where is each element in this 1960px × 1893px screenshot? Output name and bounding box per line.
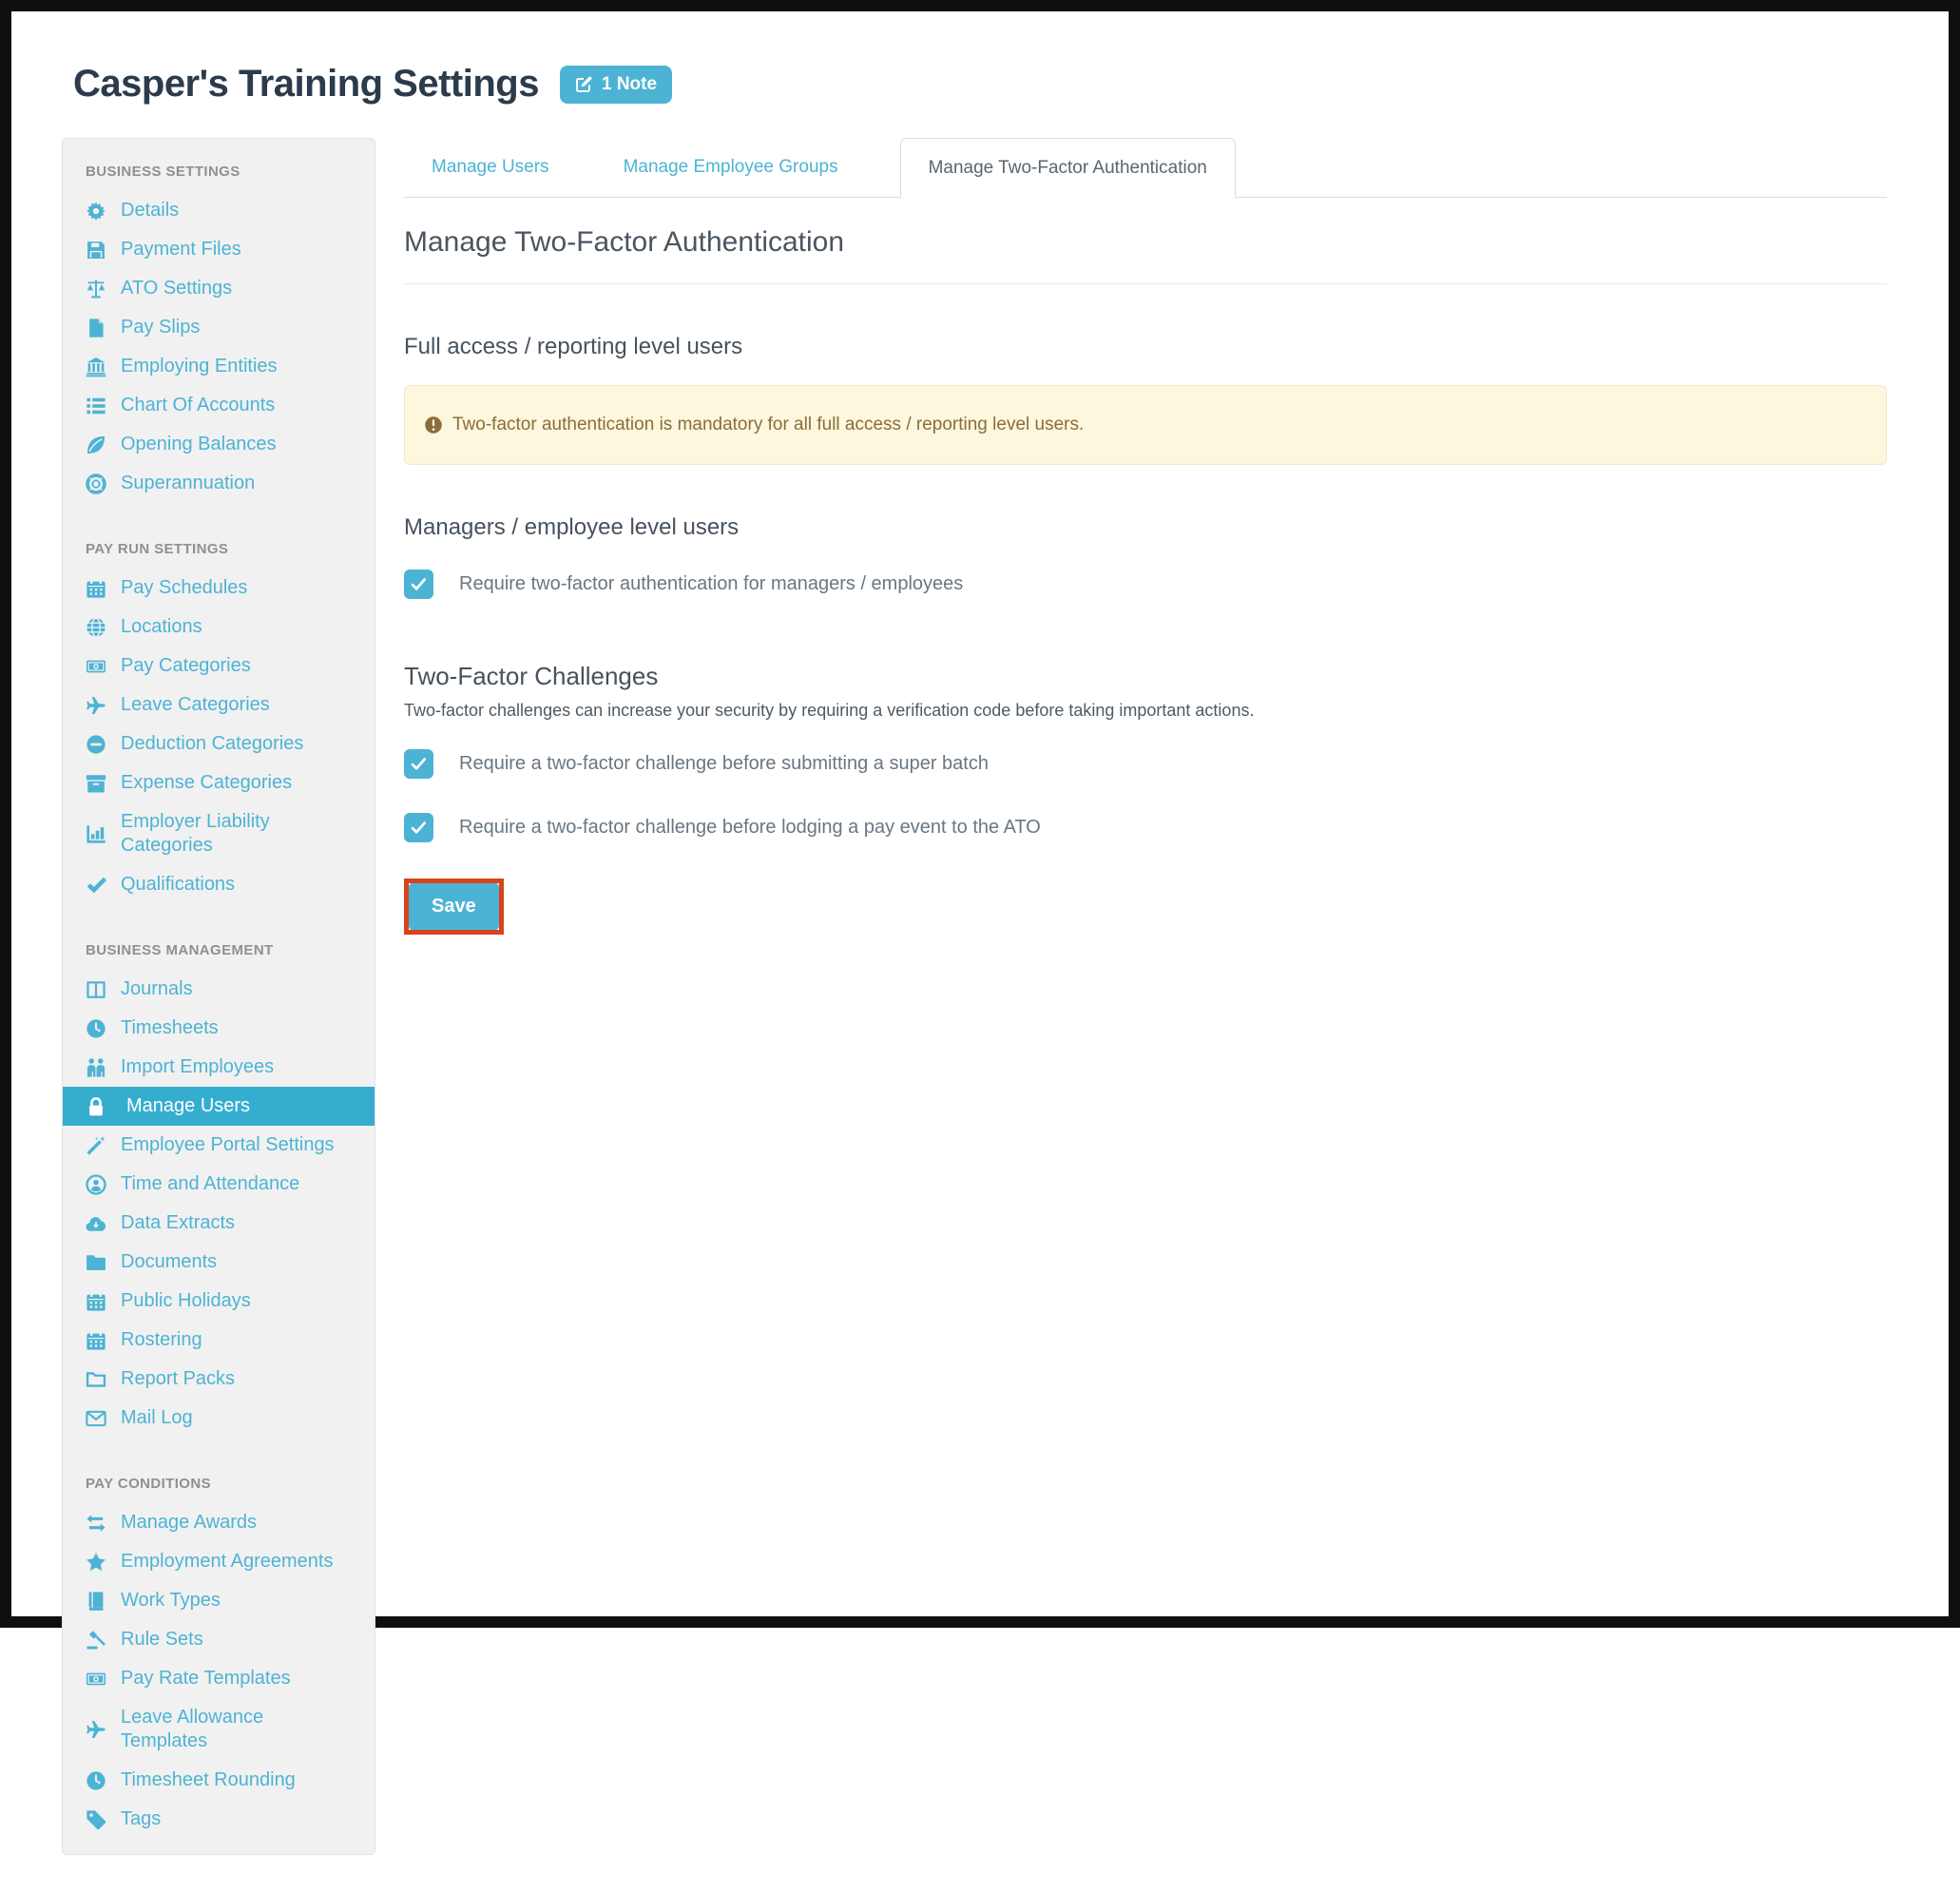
checkmark-icon — [410, 819, 428, 837]
lock-icon — [86, 1096, 106, 1117]
managers-heading: Managers / employee level users — [404, 514, 740, 540]
sidebar-item-rule-sets[interactable]: Rule Sets — [63, 1620, 375, 1659]
pencil-square-icon — [575, 75, 593, 93]
sidebar-item-employing-entities[interactable]: Employing Entities — [63, 347, 375, 386]
super-batch-challenge-checkbox[interactable] — [404, 749, 433, 779]
exclamation-circle-icon — [424, 415, 443, 435]
calendar-icon — [86, 1330, 106, 1351]
plane-icon — [86, 1719, 106, 1740]
page-header — [73, 63, 1887, 106]
checkmark-icon — [410, 755, 428, 773]
folder-open-icon — [86, 1369, 106, 1390]
leaf-icon — [86, 435, 106, 455]
checkmark-icon — [410, 575, 428, 593]
checkbox-label: Require two-factor authentication for managers / employees — [459, 573, 964, 594]
checkbox-label: Require a two-factor challenge before submitting a super batch — [459, 753, 989, 774]
alert-text: Two-factor authentication is mandatory for all full access / reporting level users. — [452, 415, 1085, 435]
tab-manage-employee-groups[interactable]: Manage Employee Groups — [623, 157, 838, 177]
tag-icon — [86, 1809, 106, 1830]
sidebar-item-leave-allowance-templates[interactable]: Leave Allowance Templates — [63, 1698, 375, 1761]
exchange-arrows-icon — [86, 1513, 106, 1534]
main-content — [404, 138, 1887, 935]
checkbox-row-super-batch — [404, 749, 1887, 779]
sidebar-item-opening-balances[interactable]: Opening Balances — [63, 425, 375, 464]
checkbox-row-managers-2fa — [404, 570, 1887, 599]
save-button[interactable]: Save — [409, 883, 499, 930]
sidebar-item-pay-slips[interactable]: Pay Slips — [63, 308, 375, 347]
star-icon — [86, 1552, 106, 1573]
challenges-description: Two-factor challenges can increase your security by requiring a verification code before taking important actions. — [404, 701, 1255, 720]
money-icon — [86, 1669, 106, 1690]
balance-scale-icon — [86, 279, 106, 299]
divider — [404, 283, 1887, 284]
calendar-icon — [86, 578, 106, 599]
sidebar-item-pay-rate-templates[interactable]: Pay Rate Templates — [63, 1659, 375, 1698]
minus-circle-icon — [86, 734, 106, 755]
sidebar-section-business-settings: BUSINESS SETTINGS — [86, 164, 240, 180]
page — [11, 11, 1949, 1893]
page-title: Casper's Training Settings — [73, 63, 539, 105]
sidebar-item-pay-schedules[interactable]: Pay Schedules — [63, 569, 375, 608]
gear-icon — [86, 201, 106, 222]
plane-icon — [86, 695, 106, 716]
sidebar-item-time-and-attendance[interactable]: Time and Attendance — [63, 1165, 375, 1204]
sidebar-item-journals[interactable]: Journals — [63, 970, 375, 1009]
note-badge-label: 1 Note — [601, 73, 658, 94]
checkbox-row-pay-event — [404, 813, 1887, 842]
tab-manage-two-factor-authentication[interactable]: Manage Two-Factor Authentication — [900, 138, 1236, 198]
floppy-disk-icon — [86, 240, 106, 261]
sidebar-item-deduction-categories[interactable]: Deduction Categories — [63, 724, 375, 763]
save-button-annotation-highlight — [404, 879, 504, 935]
sidebar-item-documents[interactable]: Documents — [63, 1243, 375, 1282]
bank-icon — [86, 357, 106, 377]
sidebar-item-import-employees[interactable]: Import Employees — [63, 1048, 375, 1087]
list-icon — [86, 396, 106, 416]
sidebar-item-data-extracts[interactable]: Data Extracts — [63, 1204, 375, 1243]
sidebar-item-locations[interactable]: Locations — [63, 608, 375, 647]
columns-icon — [86, 979, 106, 1000]
sidebar-item-qualifications[interactable]: Qualifications — [63, 865, 375, 904]
sidebar-section-pay-run-settings: PAY RUN SETTINGS — [86, 541, 229, 557]
sidebar-item-chart-of-accounts[interactable]: Chart Of Accounts — [63, 386, 375, 425]
sidebar-item-rostering[interactable]: Rostering — [63, 1321, 375, 1360]
archive-box-icon — [86, 773, 106, 794]
mandatory-2fa-alert — [404, 385, 1887, 465]
globe-icon — [86, 617, 106, 638]
sidebar-item-pay-categories[interactable]: Pay Categories — [63, 647, 375, 686]
file-icon — [86, 318, 106, 338]
pay-event-challenge-checkbox[interactable] — [404, 813, 433, 842]
check-icon — [86, 875, 106, 896]
tab-bar — [404, 138, 1887, 198]
clock-icon — [86, 1018, 106, 1039]
sidebar-item-employee-portal-settings[interactable]: Employee Portal Settings — [63, 1126, 375, 1165]
clock-icon — [86, 1770, 106, 1791]
sidebar-item-leave-categories[interactable]: Leave Categories — [63, 686, 375, 724]
sidebar-section-business-management: BUSINESS MANAGEMENT — [86, 942, 274, 958]
full-access-heading: Full access / reporting level users — [404, 334, 743, 359]
sidebar-item-employment-agreements[interactable]: Employment Agreements — [63, 1542, 375, 1581]
sidebar-item-employer-liability-categories[interactable]: Employer Liability Categories — [63, 802, 375, 865]
checkbox-label: Require a two-factor challenge before lodging a pay event to the ATO — [459, 817, 1041, 838]
sidebar-item-ato-settings[interactable]: ATO Settings — [63, 269, 375, 308]
sidebar-item-report-packs[interactable]: Report Packs — [63, 1360, 375, 1399]
challenges-heading: Two-Factor Challenges — [404, 662, 659, 690]
sidebar-item-timesheets[interactable]: Timesheets — [63, 1009, 375, 1048]
sidebar-section-pay-conditions: PAY CONDITIONS — [86, 1476, 212, 1492]
sidebar-item-public-holidays[interactable]: Public Holidays — [63, 1282, 375, 1321]
tab-manage-users[interactable]: Manage Users — [432, 157, 549, 177]
managers-2fa-checkbox[interactable] — [404, 570, 433, 599]
folder-icon — [86, 1252, 106, 1273]
sidebar-item-details[interactable]: Details — [63, 191, 375, 230]
book-icon — [86, 1591, 106, 1612]
sidebar-item-work-types[interactable]: Work Types — [63, 1581, 375, 1620]
people-icon — [86, 1057, 106, 1078]
sidebar-item-superannuation[interactable]: Superannuation — [63, 464, 375, 503]
sidebar-item-mail-log[interactable]: Mail Log — [63, 1399, 375, 1438]
user-clock-icon — [86, 1174, 106, 1195]
sidebar-item-manage-users[interactable]: Manage Users — [63, 1087, 375, 1126]
sidebar-item-expense-categories[interactable]: Expense Categories — [63, 763, 375, 802]
sidebar-item-timesheet-rounding[interactable]: Timesheet Rounding — [63, 1761, 375, 1800]
settings-sidebar — [62, 138, 375, 1855]
sidebar-item-tags[interactable]: Tags — [63, 1800, 375, 1839]
content-heading: Manage Two-Factor Authentication — [404, 226, 845, 258]
bar-chart-icon — [86, 823, 106, 844]
life-ring-icon — [86, 473, 106, 494]
money-icon — [86, 656, 106, 677]
gavel-icon — [86, 1630, 106, 1651]
calendar-icon — [86, 1291, 106, 1312]
magic-wand-icon — [86, 1135, 106, 1156]
note-badge-button[interactable] — [560, 66, 672, 104]
sidebar-item-manage-awards[interactable]: Manage Awards — [63, 1503, 375, 1542]
cloud-download-icon — [86, 1213, 106, 1234]
envelope-icon — [86, 1408, 106, 1429]
sidebar-item-payment-files[interactable]: Payment Files — [63, 230, 375, 269]
